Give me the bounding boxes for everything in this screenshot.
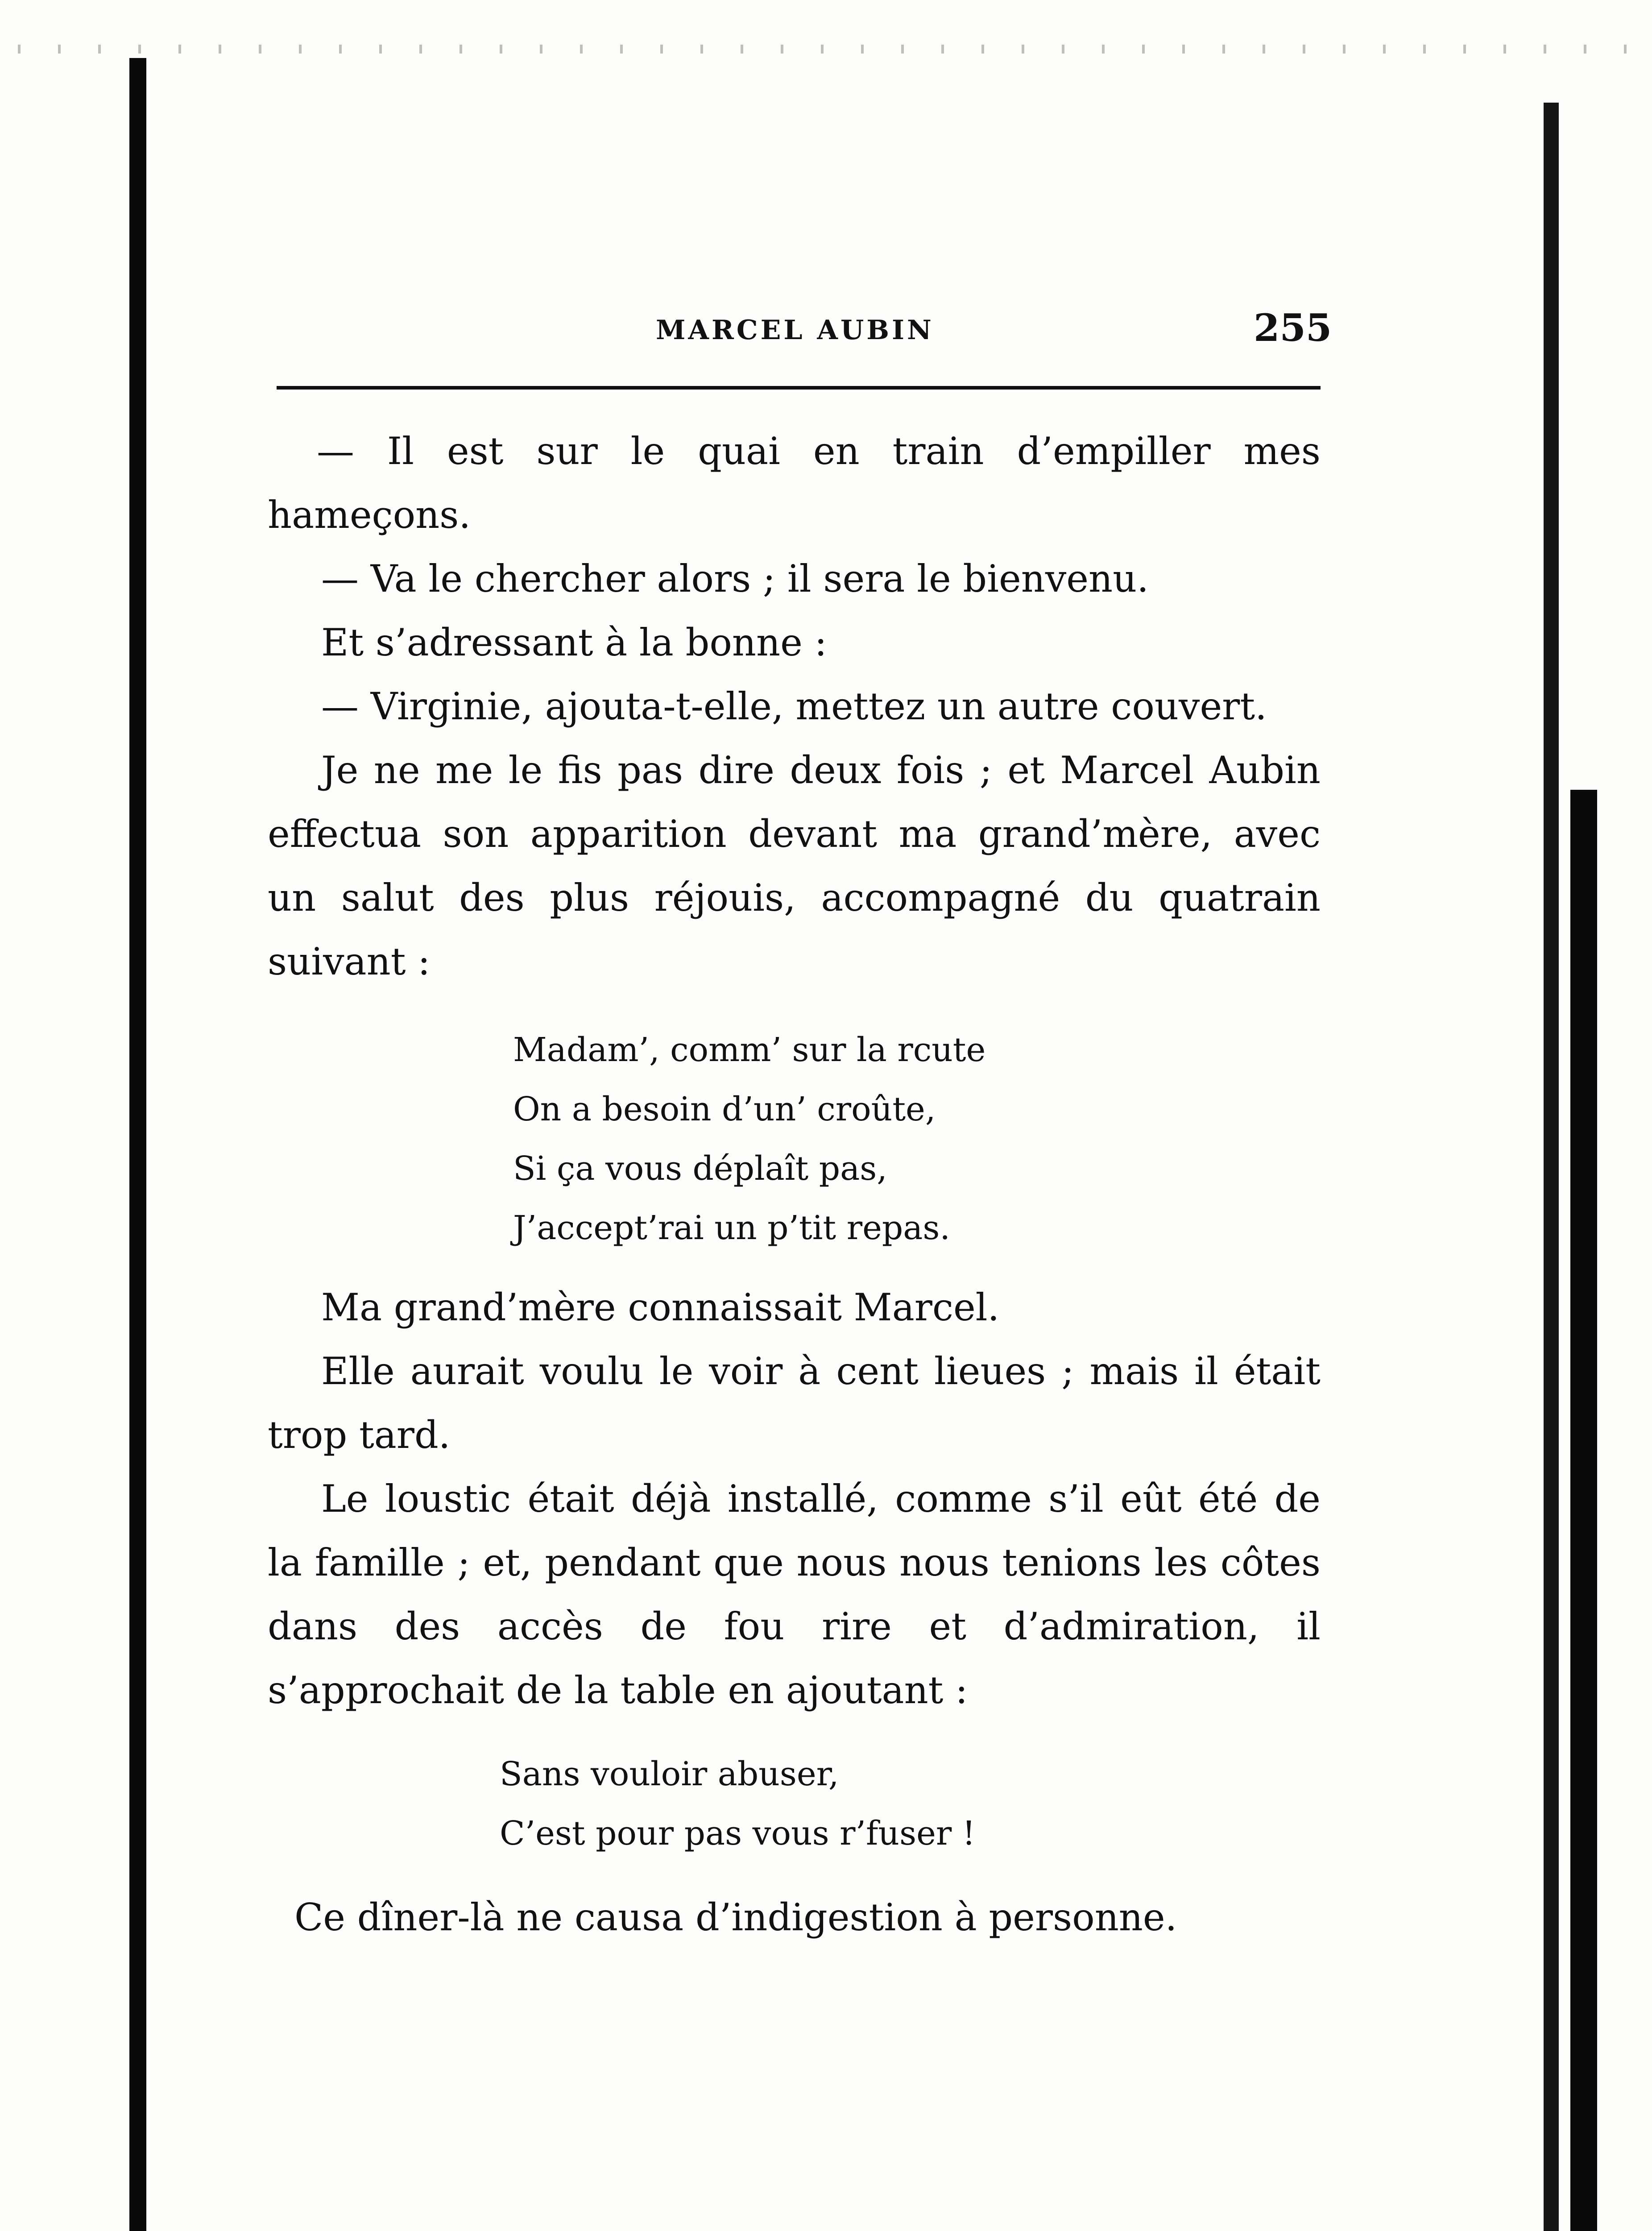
paragraph: — Il est sur le quai en train d’empiller mes hameçons. (268, 429, 1321, 537)
paragraph: — Va le chercher alors ; il sera le bienvenu. (321, 557, 1149, 601)
paragraph: — Virginie, ajouta-t-elle, mettez un autre couvert. (321, 684, 1267, 728)
paragraph: Et s’adressant à la bonne : (321, 621, 827, 664)
verse-line: On a besoin d’un’ croûte, (513, 1090, 936, 1128)
page-number: 255 (1254, 306, 1332, 350)
verse-line: Madam’, comm’ sur la rcute (513, 1031, 986, 1069)
page-edge-right (1544, 103, 1559, 2231)
body-text (268, 419, 1321, 1949)
running-head (0, 306, 1332, 361)
verse-quatrain (268, 1020, 1321, 1258)
header-rule (277, 386, 1321, 390)
page-edge-right-shadow (1570, 790, 1597, 2231)
verse-line: J’accept’rai un p’tit repas. (513, 1209, 950, 1247)
paragraph: Ma grand’mère connaissait Marcel. (321, 1286, 1000, 1329)
verse-couplet (268, 1745, 1321, 1863)
running-head-title: MARCEL AUBIN (656, 315, 934, 346)
page-edge-left (129, 58, 146, 2231)
verse-line: Sans vouloir abuser, (500, 1755, 839, 1793)
verse-line: C’est pour pas vous r’fuser ! (500, 1814, 976, 1853)
scan-noise-top (0, 45, 1652, 54)
paragraph: Elle aurait voulu le voir à cent lieues ; mais il était trop tard. (268, 1349, 1321, 1457)
verse-line: Si ça vous déplaît pas, (513, 1149, 887, 1188)
paragraph: Le loustic était déjà installé, comme s’il eût été de la famille ; et, pendant que nous nous tenions les côtes dans des accès de fou rire et d’admiration, il s’approchait de la table en ajoutant : (268, 1477, 1321, 1712)
paragraph: Je ne me le fis pas dire deux fois ; et Marcel Aubin effectua son apparition devant ma grand’mère, avec un salut des plus réjouis, accompagné du quatrain suivant : (268, 748, 1321, 983)
paragraph-final: Ce dîner-là ne causa d’indigestion à personne. (294, 1895, 1177, 1939)
